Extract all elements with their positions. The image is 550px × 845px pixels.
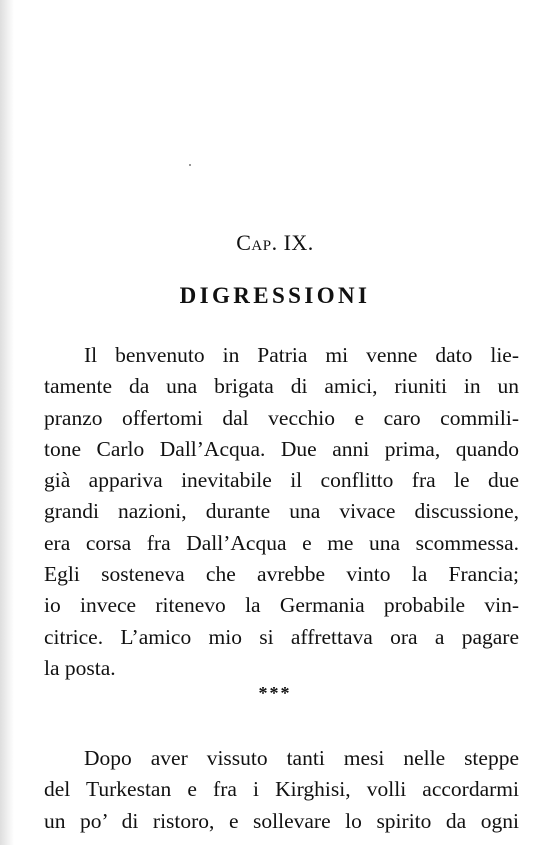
speck <box>189 164 191 166</box>
text-line: Il benvenuto in Patria mi venne dato lie- <box>84 343 519 367</box>
text-line: del Turkestan e fra i Kirghisi, volli accordarmi <box>44 777 519 802</box>
text-line: era corsa fra Dall’Acqua e me una scommessa. <box>44 530 519 555</box>
text-line: tamente da una brigata di amici, riuniti in un <box>44 374 519 399</box>
scan-edge-shadow <box>0 0 14 845</box>
paragraph-1 <box>44 340 519 684</box>
text-line: citrice. L’amico mio si affrettava ora a pagare <box>44 624 519 649</box>
text-line: grandi nazioni, durante una vivace discussione, <box>44 499 519 524</box>
text-line: già appariva inevitabile il conflitto fra le due <box>44 468 519 493</box>
text-line: io invece ritenevo la Germania probabile vin- <box>44 593 519 618</box>
text-line: tone Carlo Dall’Acqua. Due anni prima, quando <box>44 436 519 461</box>
paragraph-2 <box>44 743 519 837</box>
chapter-label: Cap. IX. <box>236 230 314 255</box>
text-line: Egli sosteneva che avrebbe vinto la Francia; <box>44 562 519 587</box>
text-line: pranzo offertomi dal vecchio e caro commili- <box>44 405 519 430</box>
chapter-title: DIGRESSIONI <box>179 283 371 308</box>
text-line: Dopo aver vissuto tanti mesi nelle steppe <box>84 746 519 770</box>
section-separator: *** <box>258 683 292 703</box>
text-line: un po’ di ristoro, e sollevare lo spirito da ogni <box>44 808 519 833</box>
text-line: la posta. <box>44 655 116 680</box>
